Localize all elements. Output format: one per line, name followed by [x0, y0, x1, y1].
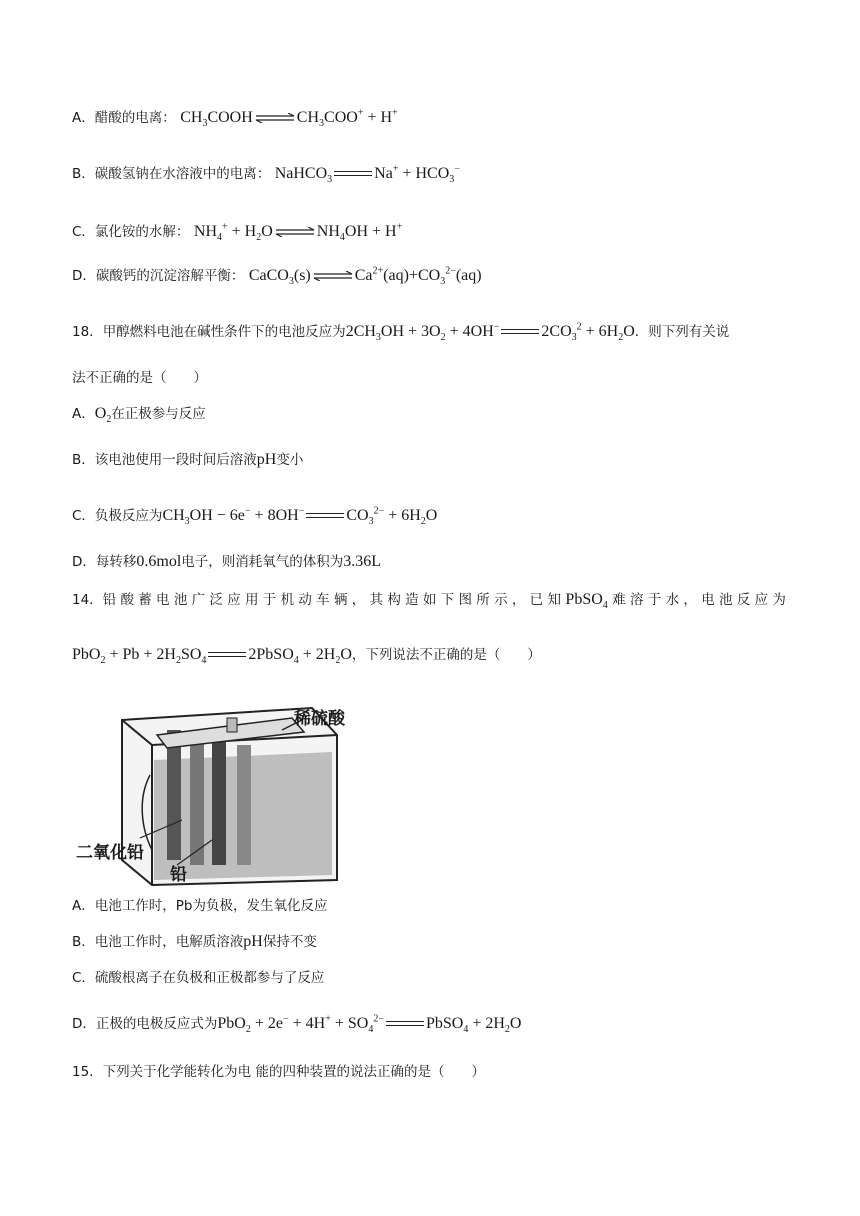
lead-acid-battery-figure [72, 690, 372, 890]
label-dilute-sulfuric-acid: 稀硫酸 [294, 709, 345, 729]
q18-option-c: C．负极反应为$CH_3OH - 6e^- + 8OH^-$ $CO_3^{2-} + 6H_2O$ [72, 505, 438, 528]
reversible-arrow-icon [275, 227, 315, 237]
q14-option-d: D．正极的电极反应式为$PbO_2 + 2e^- + 4H^+ + SO_4^{2-}$ PbSO$_4$ + $2H_2O$ [72, 1013, 522, 1036]
option-c-ammonium: C．氯化铵的水解： $NH_4^+ + H_2O$ $NH_4OH + H^+$ [72, 221, 403, 244]
q14-option-a: A．电池工作时，Pb为负极，发生氧化反应 [72, 898, 328, 914]
q18-option-d: D．每转移0.6mol电子，则消耗氧气的体积为3.36L [72, 553, 382, 570]
q18-option-b: B．该电池使用一段时间后溶液pH变小 [72, 451, 304, 468]
label-lead-dioxide: 二氧化铅 [76, 843, 144, 863]
reversible-arrow-icon [313, 271, 353, 281]
equation: CaCO$_3$(s) $Ca^{2+}(aq)+CO_3^{2-}(aq)$ [248, 265, 482, 288]
q15-stem: 15．下列关于化学能转化为电 能的四种装置的说法正确的是（ ） [72, 1064, 485, 1080]
option-a-acetic: A．醋酸的电离： $CH_3COOH$ $CH_3COO^+ + H^+$ [72, 107, 398, 130]
equation: $CH_3COOH$ $CH_3COO^+ + H^+$ [180, 107, 398, 130]
q14-option-b: B．电池工作时，电解质溶液pH保持不变 [72, 933, 317, 950]
q18-option-a: A．$O_2$在正极参与反应 [72, 405, 206, 426]
label-lead: 铅 [170, 865, 187, 885]
equation: NaHCO$_3$ $Na^+ + HCO_3^-$ [274, 163, 460, 186]
q14-equation: $PbO_2 + Pb + 2H_2SO_4$ 2PbSO$_4$ + $2H_2O$，下列说法不正确的是（ ） [72, 646, 541, 667]
reversible-arrow-icon [255, 113, 295, 123]
q14-stem: 14．铅 酸 蓄 电 池 广 泛 应 用 于 机 动 车 辆 ， 其 构 造 如 下 图 所 示 ， 已 知 PbSO$_4$ 难 溶 于 水 ， 电 池 反 应 为 [72, 591, 786, 612]
q18-stem: 18．甲醇燃料电池在碱性条件下的电池反应为$2CH_3OH + 3O_2 + 4OH^-$ $2CO_3^2 + 6H_2O$．则下列有关说 [72, 321, 730, 344]
q18-stem-cont: 法不正确的是（ ） [72, 370, 207, 386]
option-d-caco3: D．碳酸钙的沉淀溶解平衡： CaCO$_3$(s) $Ca^{2+}(aq)+CO_3^{2-}(aq)$ [72, 265, 482, 288]
q14-option-c: C．硫酸根离子在负极和正极都参与了反应 [72, 970, 325, 986]
equation: $NH_4^+ + H_2O$ $NH_4OH + H^+$ [193, 221, 403, 244]
option-b-bicarbonate: B．碳酸氢钠在水溶液中的电离： NaHCO$_3$ $Na^+ + HCO_3^-$ [72, 163, 460, 186]
